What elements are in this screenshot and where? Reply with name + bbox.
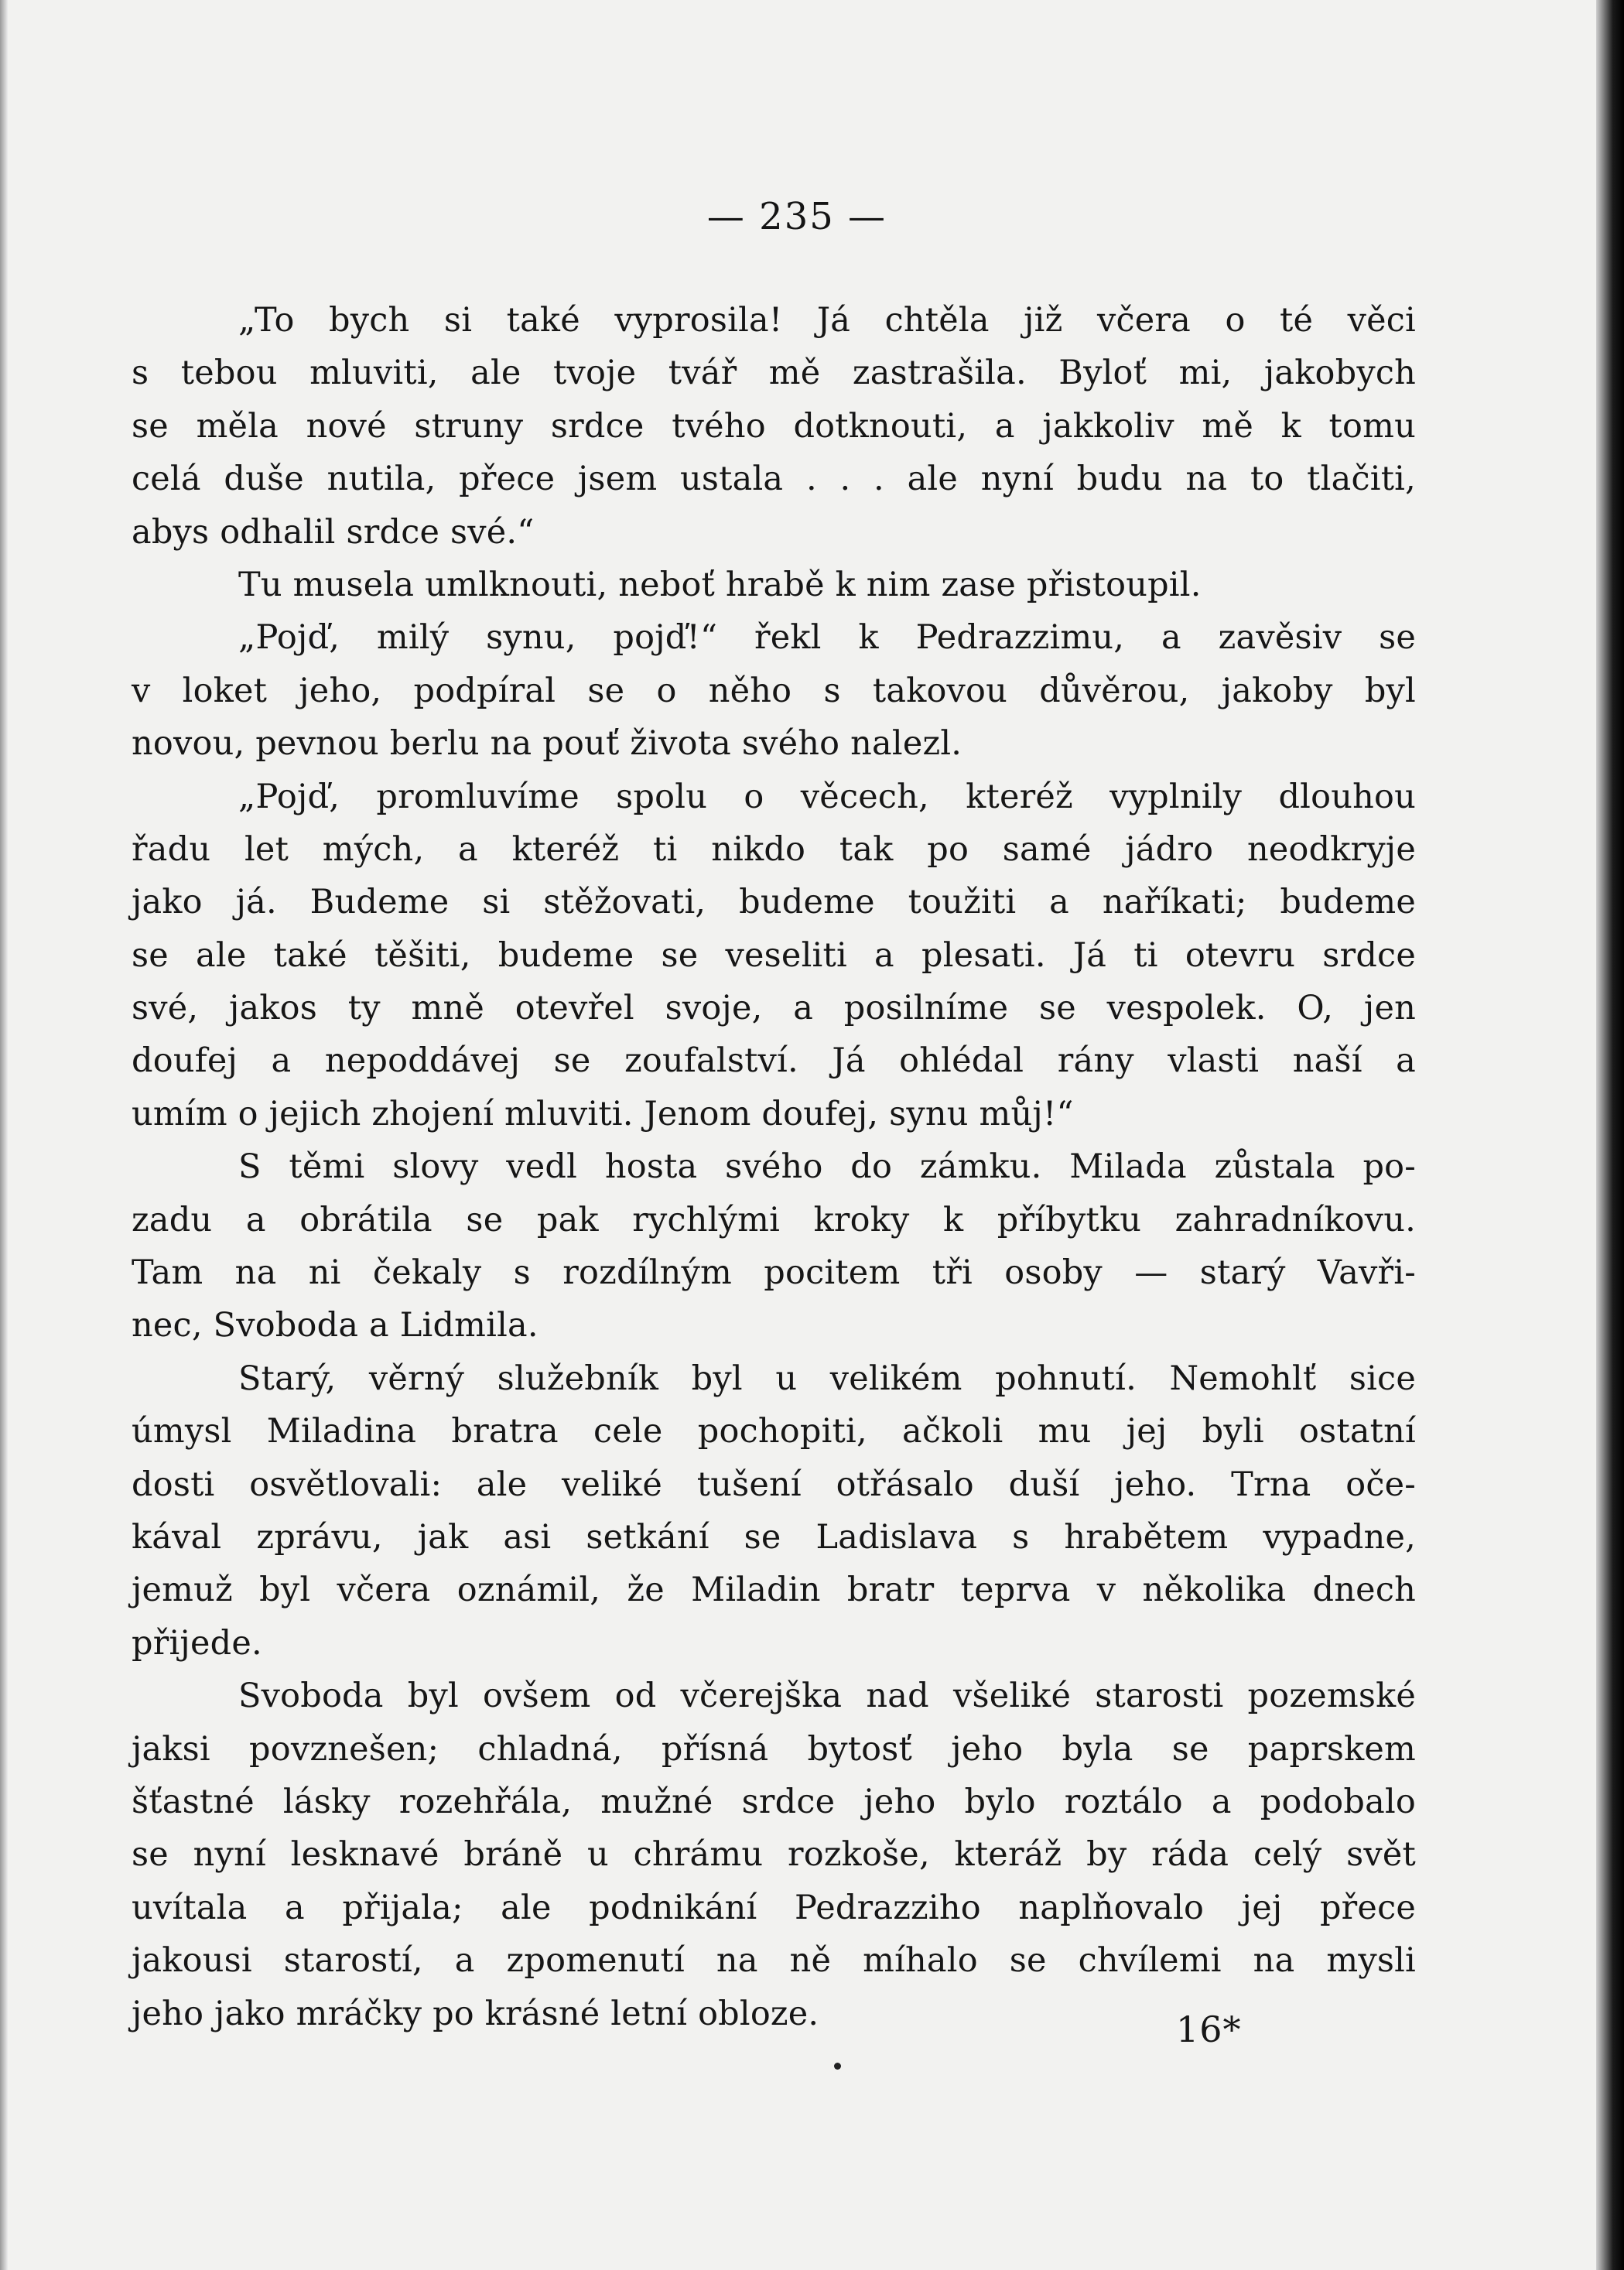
text-line: dosti osvětlovali: ale veliké tušení otřásalo duší jeho. Trna oče- [132, 1465, 1416, 1504]
text-line: jeho jako mráčky po krásné letní obloze. [132, 1994, 819, 2033]
text-line: „Pojď, milý synu, pojď!“ řekl k Pedrazzimu, a zavěsiv se [238, 618, 1416, 658]
text-line: jaksi povznešen; chladná, přísná bytosť jeho byla se paprskem [132, 1729, 1416, 1769]
text-line: doufej a nepoddávej se zoufalství. Já ohlédal rány vlasti naší a [132, 1041, 1416, 1081]
text-line: se měla nové struny srdce tvého dotknouti, a jakkoliv mě k tomu [132, 406, 1416, 446]
text-line: Starý, věrný služebník byl u velikém pohnutí. Nemohlť sice [238, 1359, 1416, 1398]
page-left-edge [0, 0, 8, 2270]
text-line: S těmi slovy vedl hosta svého do zámku. Milada zůstala po- [238, 1147, 1416, 1187]
text-line: uvítala a přijala; ale podnikání Pedrazziho naplňovalo jej přece [132, 1888, 1416, 1927]
text-line: řadu let mých, a kteréž ti nikdo tak po samé jádro neodkryje [132, 829, 1416, 869]
text-line: s tebou mluviti, ale tvoje tvář mě zastrašila. Byloť mi, jakobych [132, 354, 1416, 393]
text-line: Svoboda byl ovšem od včerejška nad všeliké starosti pozemské [238, 1677, 1416, 1716]
text-line: své, jakos ty mně otevřel svoje, a posilníme se vespolek. O, jen [132, 989, 1416, 1028]
text-line: umím o jejich zhojení mluviti. Jenom doufej, synu můj!“ [132, 1094, 1074, 1133]
text-line: celá duše nutila, přece jsem ustala . . . ale nyní budu na to tlačiti, [132, 460, 1416, 499]
text-line: kával zprávu, jak asi setkání se Ladislava s hrabětem vypadne, [132, 1517, 1416, 1557]
text-line: jako já. Budeme si stěžovati, budeme toužiti a naříkati; budeme [132, 883, 1416, 922]
signature-mark: 16* [1176, 2008, 1242, 2050]
text-line: se nyní lesknavé bráně u chrámu rozkoše, kteráž by ráda celý svět [132, 1835, 1416, 1875]
text-line: v loket jeho, podpíral se o něho s takovou důvěrou, jakoby byl [132, 671, 1416, 710]
text-line: jakousi starostí, a zpomenutí na ně míhalo se chvílemi na mysli [132, 1941, 1416, 1981]
text-line: nec, Svoboda a Lidmila. [132, 1306, 538, 1345]
text-line: zadu a obrátila se pak rychlými kroky k příbytku zahradníkovu. [132, 1200, 1416, 1239]
page-right-edge-shadow [1596, 0, 1624, 2270]
text-line: přijede. [132, 1623, 262, 1663]
text-line: úmysl Miladina bratra cele pochopiti, ačkoli mu jej byli ostatní [132, 1412, 1416, 1451]
page-number: — 235 — [706, 195, 887, 238]
text-line: „To bych si také vyprosila! Já chtěla již včera o té věci [238, 301, 1416, 340]
text-line: novou, pevnou berlu na pouť života svého nalezl. [132, 724, 962, 764]
text-line: abys odhalil srdce své.“ [132, 512, 535, 552]
text-line: „Pojď, promluvíme spolu o věcech, kteréž vyplnily dlouhou [238, 777, 1416, 816]
print-speck [834, 2063, 841, 2070]
text-line: jemuž byl včera oznámil, že Miladin bratr teprva v několika dnech [132, 1571, 1416, 1610]
text-line: se ale také těšiti, budeme se veseliti a plesati. Já ti otevru srdce [132, 935, 1416, 975]
body-text [132, 294, 1416, 2040]
text-line: Tam na ni čekaly s rozdílným pocitem tři osoby — starý Vavři- [132, 1253, 1416, 1293]
text-line: Tu musela umlknouti, neboť hrabě k nim zase přistoupil. [238, 565, 1202, 604]
text-line: šťastné lásky rozehřála, mužné srdce jeho bylo roztálo a podobalo [132, 1782, 1416, 1821]
